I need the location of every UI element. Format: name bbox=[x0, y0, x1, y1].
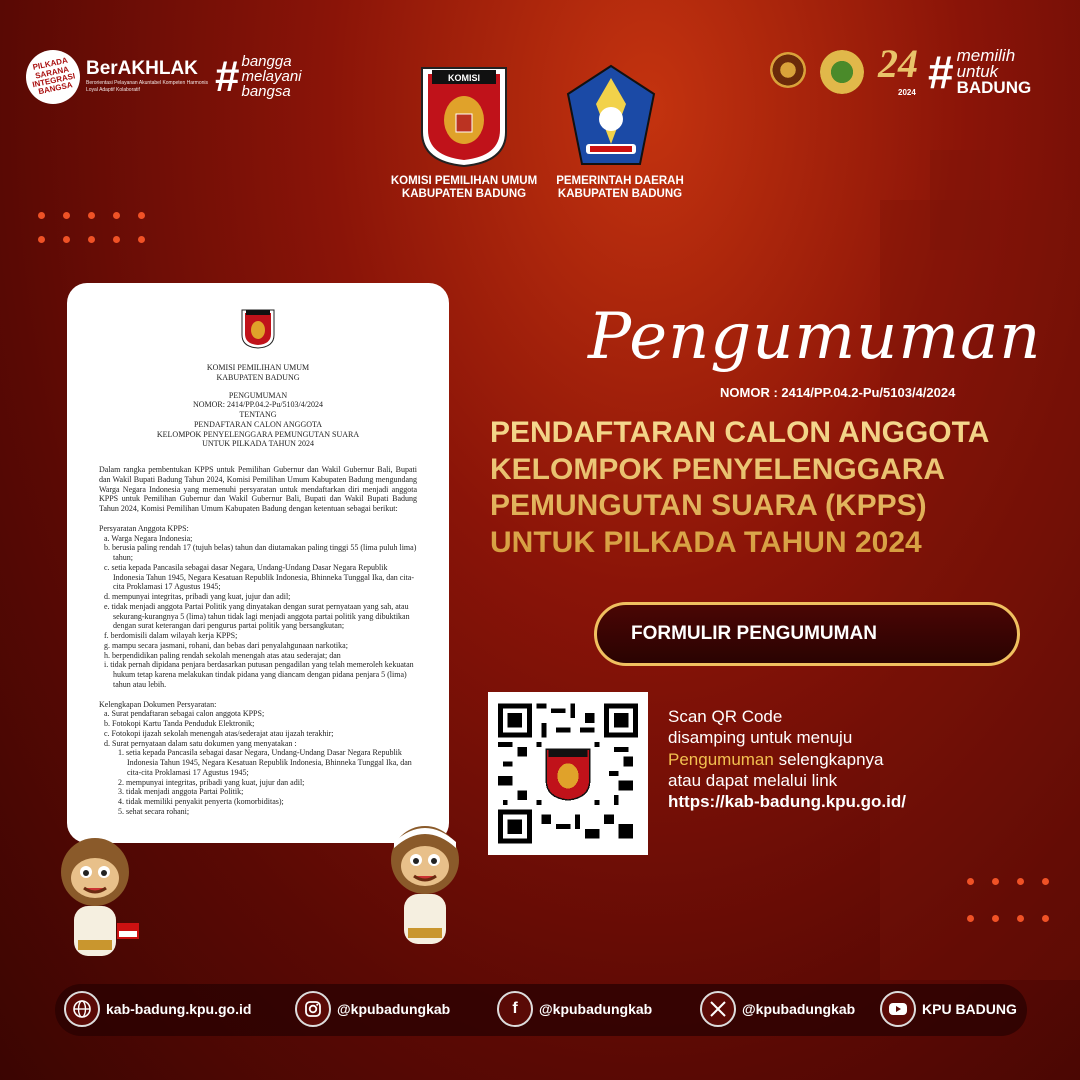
footer-youtube[interactable] bbox=[880, 991, 1017, 1027]
hashtag-symbol: # bbox=[928, 46, 954, 99]
mascot-right bbox=[370, 818, 480, 968]
emblem-logo-2 bbox=[820, 50, 864, 94]
headline-line: KELOMPOK PENYELENGGARA bbox=[490, 452, 946, 486]
youtube-icon bbox=[880, 991, 916, 1027]
doc-head-line: KELOMPOK PENYELENGGARA PEMUNGUTAN SUARA bbox=[156, 429, 360, 439]
memilih-word: memilih bbox=[956, 46, 1016, 65]
facebook-icon: f bbox=[497, 991, 533, 1027]
headline-line: UNTUK PILKADA TAHUN 2024 bbox=[490, 525, 922, 559]
qr-code[interactable] bbox=[488, 692, 648, 855]
footer-instagram-label: @kpubadungkab bbox=[337, 1001, 451, 1017]
footer-facebook[interactable] bbox=[497, 991, 652, 1027]
qr-text-line2: disamping untuk menuju bbox=[668, 728, 853, 748]
footer-x[interactable] bbox=[700, 991, 855, 1027]
pengumuman-script-title: Pengumuman bbox=[588, 300, 1042, 374]
footer-instagram[interactable] bbox=[295, 991, 450, 1027]
list-item: 5. sehat secara rohani; bbox=[118, 806, 190, 816]
doc-head-line: PENGUMUMAN bbox=[228, 390, 288, 400]
list-item: a. Surat pendaftaran sebagai calon anggota KPPS; bbox=[104, 709, 265, 719]
doc-requirements-list bbox=[104, 533, 417, 690]
decorative-dots-left bbox=[38, 212, 145, 243]
doc-org-line1: KOMISI PEMILIHAN UMUM bbox=[206, 363, 310, 372]
list-item: 2. mempunyai integritas, pribadi yang kuat, jujur dan adil; bbox=[118, 777, 305, 787]
announcement-document bbox=[67, 283, 449, 843]
website-link[interactable]: https://kab-badung.kpu.go.id/ bbox=[668, 792, 906, 811]
doc-head-line: PENDAFTARAN CALON ANGGOTA bbox=[193, 419, 323, 429]
list-item: 3. tidak menjadi anggota Partai Politik; bbox=[118, 787, 244, 797]
badung-caption-line2: KABUPATEN BADUNG bbox=[557, 188, 683, 201]
anniversary-number: 24 bbox=[878, 41, 918, 86]
list-item: e. tidak menjadi anggota Partai Politik yang dinyatakan dengan surat pernyataan yang sah, atau sekurang-kurangnya 5 (lima) tahun tidak lagi menjadi anggota partai politik yang dibuktikan dengan surat keterangan dari pengurus partai politik yang bersangkutan; bbox=[104, 601, 410, 631]
decorative-dots-right bbox=[967, 878, 1049, 922]
hashtag-symbol: # bbox=[215, 51, 240, 101]
bangga-melayani-logo bbox=[215, 51, 302, 101]
kpu-caption bbox=[384, 175, 544, 201]
badung-logo bbox=[566, 64, 656, 168]
berakhlak-title: BerAKHLAK bbox=[86, 58, 198, 79]
headline-line: PEMUNGUTAN SUARA (KPPS) bbox=[490, 489, 927, 523]
footer-youtube-label: KPU BADUNG bbox=[922, 1001, 1017, 1017]
doc-head-line: TENTANG bbox=[239, 410, 277, 419]
globe-icon bbox=[64, 991, 100, 1027]
kpu-caption-line1: KOMISI PEMILIHAN UMUM bbox=[390, 175, 538, 187]
bangga-word: bangga bbox=[241, 53, 292, 70]
list-item: g. mampu secara jasmani, rohani, dan bebas dari penyalahgunaan narkotika; bbox=[104, 640, 348, 650]
untuk-word: untuk bbox=[956, 62, 999, 82]
pilkada-badge: PILKADA SARANA INTEGRASI BANGSA bbox=[21, 45, 85, 109]
doc-org-line2: KABUPATEN BADUNG bbox=[216, 372, 300, 382]
list-item: i. tidak pernah dipidana penjara berdasarkan putusan pengadilan yang telah memeroleh kekuatan hukum tetap karena melakukan tindak pidana yang diancam dengan pidana penjara 5 (lima) tahun atau lebih. bbox=[104, 660, 414, 689]
doc-documents-list bbox=[104, 709, 417, 816]
badung-caption-line1: PEMERINTAH DAERAH bbox=[556, 175, 684, 187]
list-item: b. berusia paling rendah 17 (tujuh belas) tahun dan diutamakan paling tinggi 55 (lima puluh lima) tahun; bbox=[104, 543, 417, 562]
doc-intro: Dalam rangka pembentukan KPPS untuk Pemilihan Gubernur dan Wakil Gubernur Bali, Bupati dan Wakil Bupati Badung Tahun 2024, Komisi Pemilihan Umum Kabupaten Badung mengundang Warga Negara Indonesia yang memenuhi persyaratan untuk mendaftarkan diri menjadi anggota KPPS untuk Pemilihan Gubernur dan Wakil Gubernur Bali, Bupati dan Wakil Bupati Badung Tahun 2024, Komisi Pemilihan Umum Kabupaten Badung dengan ketentuan sebagai berikut: bbox=[99, 465, 417, 513]
list-item: 4. tidak memiliki penyakit penyerta (komorbiditas); bbox=[118, 797, 284, 806]
announcement-headline bbox=[490, 415, 1050, 561]
formulir-pengumuman-button[interactable]: FORMULIR PENGUMUMAN bbox=[594, 602, 1020, 666]
badung-word: BADUNG bbox=[956, 78, 1032, 98]
list-item: d. mempunyai integritas, pribadi yang kuat, jujur dan adil; bbox=[104, 592, 291, 601]
list-item: h. berpendidikan paling rendah sekolah menengah atas atau sederajat; dan bbox=[104, 650, 341, 660]
qr-text-line4: atau dapat melalui link bbox=[668, 770, 838, 790]
list-item: d. Surat pernyataan dalam satu dokumen yang menyatakan : bbox=[104, 738, 297, 748]
doc-heading bbox=[99, 391, 417, 450]
kpu-caption-line2: KABUPATEN BADUNG bbox=[401, 188, 527, 201]
footer-facebook-label: @kpubadungkab bbox=[539, 1001, 653, 1017]
list-item: 1. setia kepada Pancasila sebagai dasar Negara, Undang-Undang Dasar Negara Republik Indonesia Tahun 1945, Negara Kesatuan Republik Indonesia, Bhinneka Tunggal Ika, dan cita-cita Proklamasi 17 Agustus 1945; bbox=[118, 748, 412, 777]
emblem-logo-1 bbox=[770, 52, 806, 88]
qr-text-highlight: Pengumuman bbox=[668, 749, 774, 769]
doc-head-line: UNTUK PILKADA TAHUN 2024 bbox=[202, 439, 314, 449]
qr-text-line1: Scan QR Code bbox=[668, 707, 783, 726]
svg-text:KOMISI: KOMISI bbox=[447, 73, 481, 83]
footer-website-label: kab-badung.kpu.go.id bbox=[106, 1001, 252, 1017]
doc-requirements-title: Persyaratan Anggota KPPS: bbox=[99, 523, 189, 533]
footer-website[interactable] bbox=[64, 991, 251, 1027]
footer-x-label: @kpubadungkab bbox=[742, 1001, 856, 1017]
bangsa-word: bangsa bbox=[241, 83, 291, 100]
mascot-left bbox=[40, 832, 150, 982]
memilih-untuk-badung-logo bbox=[928, 46, 1032, 99]
list-item: a. Warga Negara Indonesia; bbox=[104, 533, 193, 543]
list-item: c. setia kepada Pancasila sebagai dasar Negara, Undang-Undang Dasar Negara Republik Indonesia Tahun 1945, Negara Kesatuan Republik Indonesia, Bhinneka Tunggal Ika, dan cita-cita Proklamasi 17 Agustus 1945; bbox=[104, 562, 414, 592]
doc-head-line: NOMOR: 2414/PP.04.2-Pu/5103/4/2024 bbox=[192, 400, 324, 410]
melayani-word: melayani bbox=[241, 68, 302, 85]
kpu-logo bbox=[418, 62, 510, 168]
qr-text-line3: selengkapnya bbox=[773, 749, 884, 769]
berakhlak-logo bbox=[86, 58, 216, 93]
kpu-small-logo bbox=[240, 307, 276, 349]
qr-instructions bbox=[668, 706, 906, 812]
announcement-number: NOMOR : 2414/PP.04.2-Pu/5103/4/2024 bbox=[720, 385, 956, 400]
list-item: f. berdomisili dalam wilayah kerja KPPS; bbox=[104, 631, 238, 640]
headline-line: PENDAFTARAN CALON ANGGOTA bbox=[490, 416, 990, 449]
berakhlak-subtitle: Berorientasi Pelayanan Akuntabel Kompeten Harmonis Loyal Adaptif Kolaboratif bbox=[86, 80, 209, 93]
list-item: c. Fotokopi ijazah sekolah menengah atas/sederajat atau ijazah terakhir; bbox=[104, 728, 334, 738]
anniversary-year: 2024 bbox=[898, 88, 916, 97]
list-item: b. Fotokopi Kartu Tanda Penduduk Elektronik; bbox=[104, 719, 255, 728]
qr-code-icon bbox=[498, 702, 638, 845]
x-icon bbox=[700, 991, 736, 1027]
instagram-icon bbox=[295, 991, 331, 1027]
doc-documents-title: Kelengkapan Dokumen Persyaratan: bbox=[99, 699, 217, 709]
background-building-top bbox=[930, 150, 990, 250]
badung-caption bbox=[540, 175, 700, 201]
